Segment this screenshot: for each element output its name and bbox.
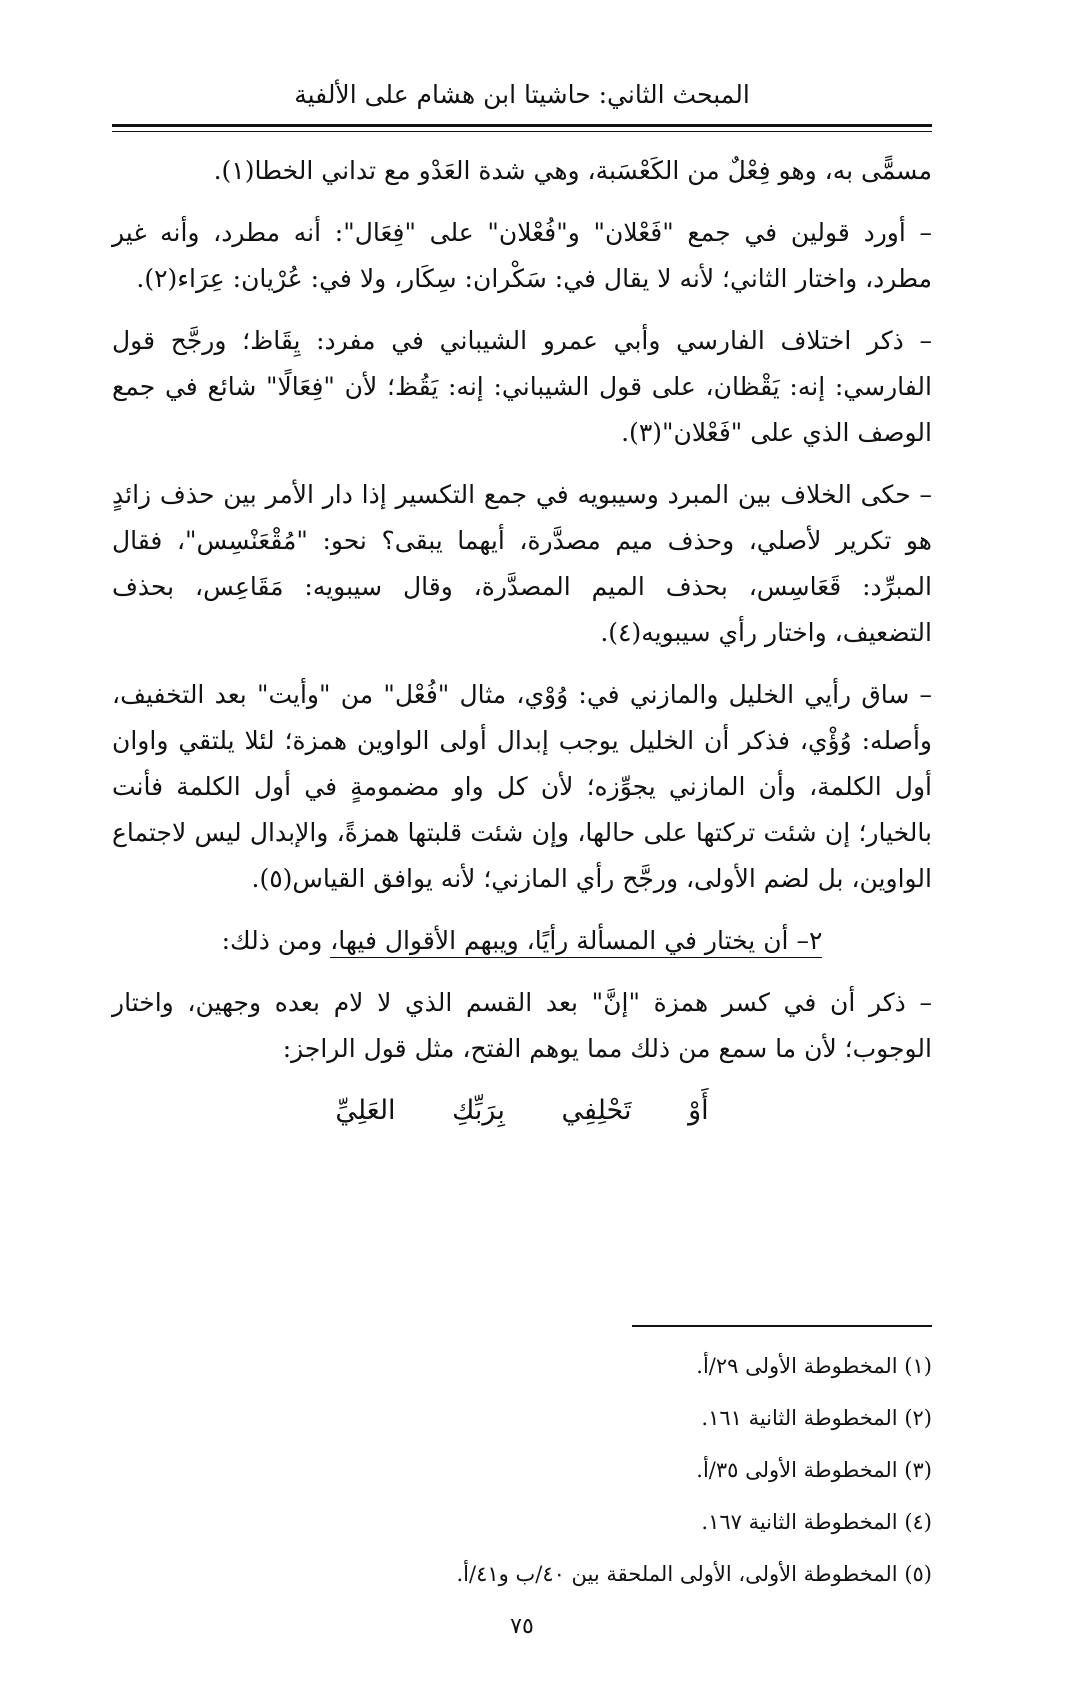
paragraph-5: – ساق رأيي الخليل والمازني في: وُوْي، مثال "فُعْل" من "وأيت" بعد التخفيف، وأصله: وُؤْي، فذكر أن الخليل يوجب إبدال أولى الواوين همزة؛ لئلا يلتقي واوان أول الكلمة، وأن المازني يجوِّزه؛ لأن كل واو مضمومةٍ في أول الكلمة فأنت بالخيار؛ إن شئت تركتها على حالها، وإن شئت قلبتها همزةً، والإبدال ليس لاجتماع الواوين، بل لضم الأولى، ورجَّح رأي المازني؛ لأنه يوافق القياس(٥).	[112, 680, 932, 893]
paragraph-1: مسمًّى به، وهو فِعْلٌ من الكَعْسَبة، وهي شدة العَدْو مع تداني الخطا(١).	[213, 156, 932, 185]
paragraph-4: – حكى الخلاف بين المبرد وسيبويه في جمع التكسير إذا دار الأمر بين حذف زائدٍ هو تكرير لأصلي، وحذف ميم مصدَّرة، أيهما يبقى؟ نحو: "مُقْعَنْسِس"، فقال المبرِّد: قَعَاسِس، بحذف الميم المصدَّرة، وقال سيبويه: مَقَاعِس، بحذف التضعيف، واختار رأي سيبويه(٤).	[112, 480, 932, 647]
footnotes-list	[112, 1340, 932, 1600]
header-rule-thin	[112, 131, 932, 132]
page-number: ٧٥	[510, 1614, 534, 1639]
running-header: المبحث الثاني: حاشيتا ابن هشام على الألفية	[294, 80, 750, 109]
verse-word: تَحْلِفِي	[561, 1095, 632, 1126]
footnote-separator	[632, 1325, 932, 1327]
paragraph-3: – ذكر اختلاف الفارسي وأبي عمرو الشيباني في مفرد: يِقَاظ؛ ورجَّح قول الفارسي: إنه: يَقْظان، على قول الشيباني: إنه: يَقُظ؛ لأن "فِعَالًا" شائع في جمع الوصف الذي على "فَعْلان"(٣).	[112, 326, 932, 447]
section-heading-underlined: ٢– أن يختار في المسألة رأيًا، ويبهم الأقوال فيها،	[330, 926, 822, 958]
footnote-1: (١) المخطوطة الأولى ٢٩/أ.	[696, 1354, 932, 1378]
footnote-5: (٥) المخطوطة الأولى، الأولى الملحقة بين ٤٠/ب و٤١/أ.	[456, 1562, 932, 1586]
footnote-3: (٣) المخطوطة الأولى ٣٥/أ.	[696, 1458, 932, 1482]
verse-word: العَلِيِّ	[335, 1095, 396, 1126]
verse-line	[112, 1088, 932, 1134]
header-rule-thick	[112, 124, 932, 127]
paragraph-6: – ذكر أن في كسر همزة "إنَّ" بعد القسم الذي لا لام بعده وجهين، واختار الوجوب؛ لأن ما سمع من ذلك مما يوهم الفتح، مثل قول الراجز:	[112, 988, 932, 1063]
section-heading-tail: ومن ذلك:	[221, 926, 331, 955]
footnote-4: (٤) المخطوطة الثانية ١٦٧.	[701, 1510, 932, 1534]
verse-word: أَوْ	[688, 1095, 709, 1126]
main-text	[112, 148, 932, 1134]
book-page	[112, 0, 932, 1698]
footnote-2: (٢) المخطوطة الثانية ١٦١.	[701, 1406, 932, 1430]
paragraph-2: – أورد قولين في جمع "فَعْلان" و"فُعْلان" على "فِعَال": أنه مطرد، وأنه غير مطرد، واختار الثاني؛ لأنه لا يقال في: سَكْران: سِكَار، ولا في: عُرْيان: عِرَاء(٢).	[112, 218, 932, 293]
verse-word: بِرَبِّكِ	[452, 1095, 505, 1126]
section-heading	[112, 918, 932, 964]
